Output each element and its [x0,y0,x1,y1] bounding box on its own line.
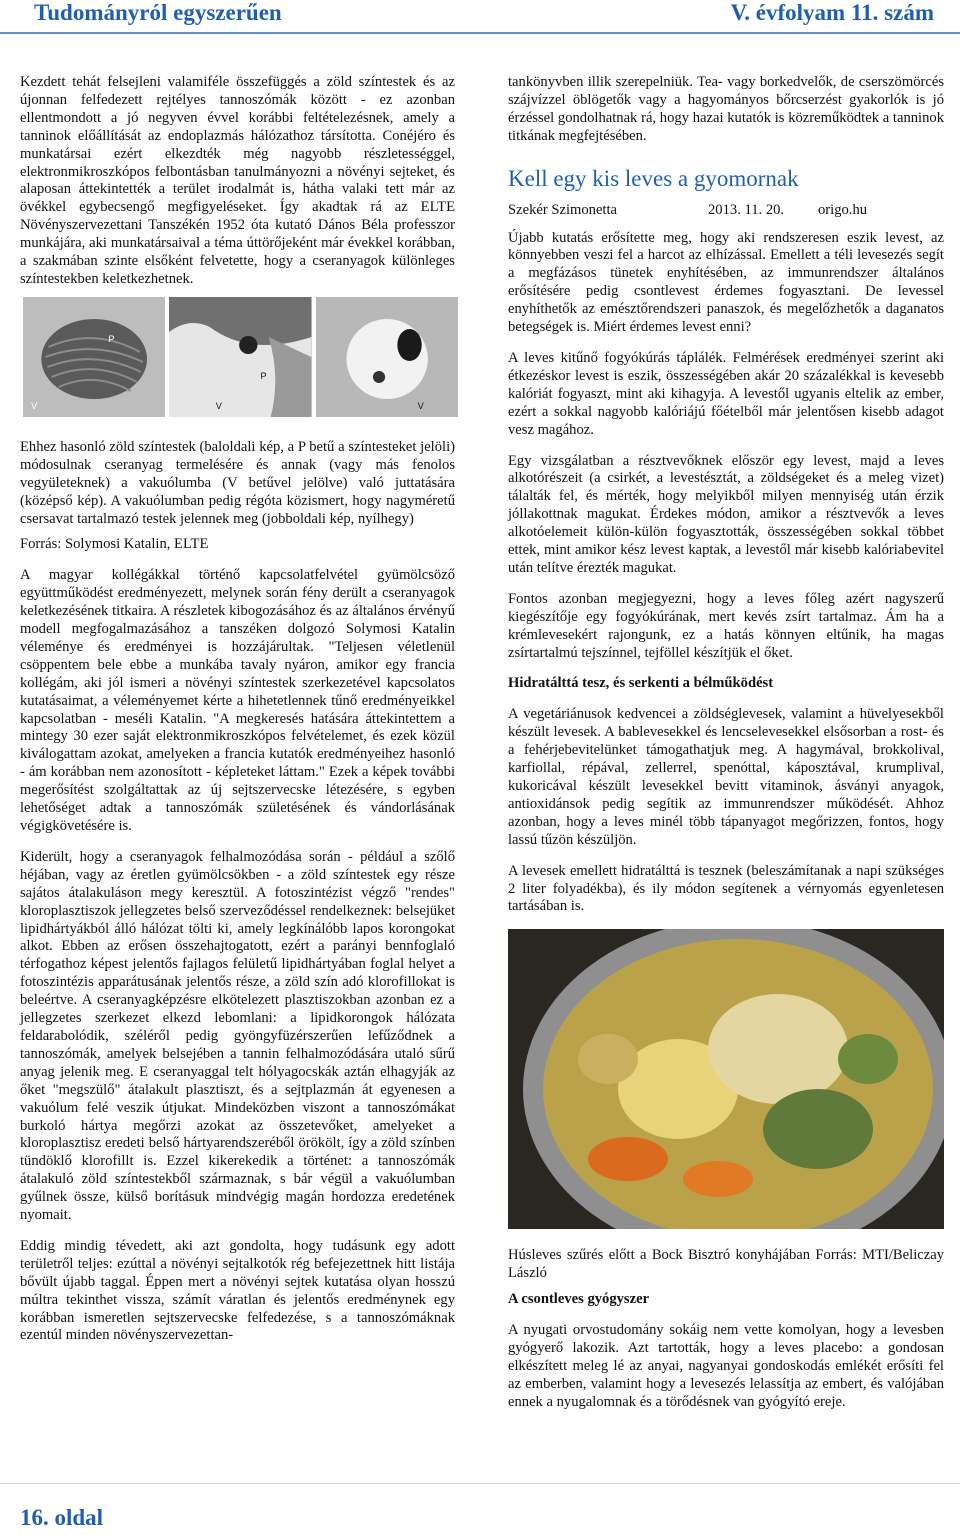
micrograph-middle-image [169,297,311,417]
photo-caption: Húsleves szűrés előtt a Bock Bisztró konyhájában Forrás: MTI/Beliczay László [508,1247,944,1282]
micrograph-right [316,297,458,417]
article-title: Kell egy kis leves a gyomornak [508,165,799,191]
page-number: 16. oldal [20,1505,104,1530]
body-paragraph: Egy vizsgálatban a résztvevőknek először egy levest, majd a leves alkotórészeit (a csirkét, a levestésztát, a zöldségeket és a meleg vizet) tálalták fel, és mérték, hogy melyikből milyen mennyiség után érzik jóllakottnak magukat. Érdekes módon, amikor a résztvevők a leves alkotóelemeit külön-külön fogyasztották, összességében sokkal többet ettek, mint amikor kész levest kaptak, a levestől már kisebb kalóriabevitel után telítve érezték magukat. [508,452,944,576]
body-paragraph: tankönyvben illik szerepelniük. Tea- vagy borkedvelők, de cserszömörcés szájvízzel öblögetők vagy a hagyományos bőrcserzést gyakorlók is jó érzéssel gondolhatnak rá, hogy hazai kutatók is közreműködtek a tanninok titkának megfejtésében. [508,74,944,144]
body-paragraph: Kezdett tehát felsejleni valamiféle összefüggés a zöld színtestek és az újonnan felfedezett rejtélyes tannoszómák között - ez azonban ellentmondott a jó negyven évvel korábbi feltételezésnek, amely a tanninok előállítását az endoplazmás hálózathoz társította. Conéjéro és munkatársai ezért elkezdték még nagyobb részletességgel, elektronmikroszkópos felbontásban tanulmányozni a növényi sejteket, és alaposan áttekintették a terület irodalmát is, hátha valaki tett már az övékkel egybecsengő megfigyeléseket. Így akadtak rá az ELTE Növényszervezettani Tanszékén 1952 óta kutató Dános Béla professzor munkájára, aki munkatársaival a téma úttörőjeként már évekkel korábban, a szakmában szinte elsőként felvetette, hogy a cseranyagok különleges színtestekben keletkezhetnek. [20,74,455,287]
body-paragraph: Eddig mindig tévedett, aki azt gondolta, hogy tudásunk egy adott területről teljes: ezúttal a növényi sejtalkotók rég befejezettnek hitt listája bővült újabb taggal. Éppen mert a növényi sejtek kutatása olyan hosszú múltra tekinthet vissza, számít váratlan és jelentős eredménynek egy korábban ismeretlen sejtszervecske felfedezése, s a tannoszómáknak ezentúl minden növényszervezettan- [20,1237,455,1344]
body-paragraph: A leves kitűnő fogyókúrás táplálék. Felmérések eredményei szerint aki étkezéskor levest is eszik, összességében akár 20 százalékkal is kevesebb kalóriát fogyaszt, mint aki kihagyja. A levestől ugyanis eltelik az ember, ezért a sokkal nagyobb kalóriájú főételből már jelentősen kisebb adagot vesz magához. [508,349,944,438]
source-site: origo.hu [818,201,868,218]
body-paragraph: Kiderült, hogy a cseranyagok felhalmozódása során - például a szőlő héjában, vagy az éretlen gyümölcsökben - a zöld színtestek egy része sajátos átalakuláson megy keresztül. A fotoszintézist végző "rendes" kloroplasztiszok jellegzetes belső szerveződéssel rendelkeznek: belsejüket lipidhártyákból álló hálózat tölti ki, amely legkínálóbb lapos korongokat alkot. Ebben az erősen összehajtogatott, ezért a parányi bennfoglaló térfogathoz képest jelentős fajlagos felületű lipidhártyában foglal helyet a fotoszintézis apparátusának jelentős része, a zöld szín adó klorofillokat is beleértve. A cseranyagképzésre elkötelezett plasztiszokban azonban ez a jellegzetes szerkezet elkezd lebomlani: a lipidkorongok hálózata feldarabolódik, széléről pedig gyöngyfüzérszerűen lefűződnek a tannoszómák, amelyek belsejében a tannin felhalmozódására utaló sűrű anyag jelenik meg. E cseranyaggal telt hólyagocskák aztán elhagyják az őket "megszülő" átalakult plasztiszt, és a sejtplazmán át egyenesen a vakuólum felé veszik útjukat. Mindeközben viszont a tannoszómákat burkoló hártya megőrzi azokat az összetevőket, amelyeket a kloroplasztisz eredeti belső hártyarendszeréből örökölt, így a zöld színben tündöklő klorofillt is. Ezzel kikerekedik a történet: a tannoszómák átalakuló zöld színtestekből származnak, s bár végül a vakuólumban gyűlnek össze, külső borításuk mindvégig magán hordozza eredetének nyomait. [20,848,455,1224]
label-p-middle: P [260,370,267,381]
micrograph-middle [169,297,311,417]
date: 2013. 11. 20. [708,201,785,218]
micrograph-left [23,297,165,417]
header-divider [0,32,960,34]
footer-divider [0,1483,960,1484]
figure-caption: Ehhez hasonló zöld színtestek (baloldali kép, a P betű a színtesteket jelöli) módosulnak cseranyag termelésére és annak (vagy más fenolos vegyületeknek) a vakuólumba (V betűvel jelölve) való juttatására (középső kép). A vakuólumban pedig régóta közismert, hogy nagyméretű csersavat tartalmazó testek jelennek meg (jobboldali kép, nyílhegy) [20,438,455,527]
label-p: P [108,333,115,344]
label-v-right: V [417,400,424,411]
left-column [20,74,455,1358]
label-v-middle: V [216,400,223,411]
body-paragraph: A levesek emellett hidratálttá is tesznek (beleszámítanak a napi szükséges 2 liter folyadékba), és ily módon segítenek a vérnyomás egyenletesen tartásában is. [508,862,944,915]
author: Szekér Szimonetta [508,201,618,218]
page-header [0,0,960,40]
series-title: Tudományról egyszerűen [34,0,282,25]
body-paragraph: A magyar kollégákkal történő kapcsolatfelvétel gyümölcsöző együttműködést eredményezett, melynek során fény derült a cseranyagok keletkezésének titkaira. A részletek kibogozásához és az általános érvényű modell megfogalmazásához a tanszéken dolgozó Solymosi Katalin véleménye és eredményei is hozzájárultak. "Teljesen véletlenül csöppentem bele ebbe a munkába tavaly nyáron, amikor egy francia kollégám, aki jól ismeri a növényi színtestek szerkezetével kapcsolatos kutatásaimat, a véleményemet kérte a hihetetlennek tűnő eredményeikkel kapcsolatban - meséli Katalin. "A megkeresés hatására áttekintettem a mintegy 30 ezer saját elektronmikroszkópos felvételemet, és ezek közül kiválogattam azokat, amelyeken a francia kutatók eredményeihez hasonló - ám korábban nem azonosított - képleteket láttam." Ezek a képek további megerősítést szolgáltattak az új sejtszervecske létezésére, s egyben lehetőséget adtak a tannoszómák születésének és vándorlásának végigkövetésére is. [20,567,455,834]
lead-paragraph: Újabb kutatás erősítette meg, hogy aki rendszeresen eszik levest, az könnyebben veszi fel a harcot az elhízással. Emellett a téli levesezés segít a megfázásos tünetek enyhítésében, az immunrendszer általános erősítésére pedig csontlevest érdemes fogyasztani. De levessel enyhíthetők az emésztőrendszeri panaszok, és megelőzhetők a daganatos betegségek is. Miért érdemes levest enni? [508,229,944,336]
body-paragraph: Fontos azonban megjegyezni, hogy a leves főleg azért nagyszerű kiegészítője egy fogyókúrának, mert kevés zsírt tartalmaz. Ám ha a krémlevesekért rajongunk, ez a hatás könnyen eltűnik, ha magas zsírtartalmú tejszínnel, tejföllel készítjük el őket. [508,590,944,661]
soup-pot-image [508,929,944,1229]
section-heading: A csontleves gyógyszer [508,1291,650,1308]
micrograph-right-image [316,297,458,417]
issue-label: V. évfolyam 11. szám [730,0,934,25]
soup-photo [508,929,944,1229]
microscopy-figure [23,297,458,417]
micrograph-left-image [23,297,165,417]
body-paragraph: A nyugati orvostudomány sokáig nem vette komolyan, hogy a levesben gyógyerő lakozik. Azt tartották, hogy a leves placebo: a gondosan elkészített meleg lé az anyai, nagyanyai gondoskodás emlékét erősíti fel az emberben, valamint hogy a levesezés lelassítja az embert, és valójában ennek a nyugalomnak és a törődésnek van gyógyító ereje. [508,1322,944,1410]
label-v: V [31,400,38,411]
body-paragraph: A vegetáriánusok kedvencei a zöldséglevesek, valamint a hüvelyesekből készült levesek. A bablevesekkel és lencselevesekkel elsősorban a rost- és a fehérjebevitelünket támogathatjuk meg. A hagymával, brokkolival, karfiollal, répával, zellerrel, spenóttal, káposztával, krumplival, kukoricával készült levesekkel bevitt vitaminok, ásványi anyagok, antioxidánsok pedig segítik az immunrendszer működését. Ahhoz azonban, hogy a leves minél több tápanyagot megőrizzen, fontos, hogy lassú tűzön készüljön. [508,706,944,848]
section-heading: Hidratálttá tesz, és serkenti a bélműködést [508,675,774,692]
figure-source: Forrás: Solymosi Katalin, ELTE [20,536,209,553]
right-column [508,74,944,1425]
article-byline [508,202,944,220]
